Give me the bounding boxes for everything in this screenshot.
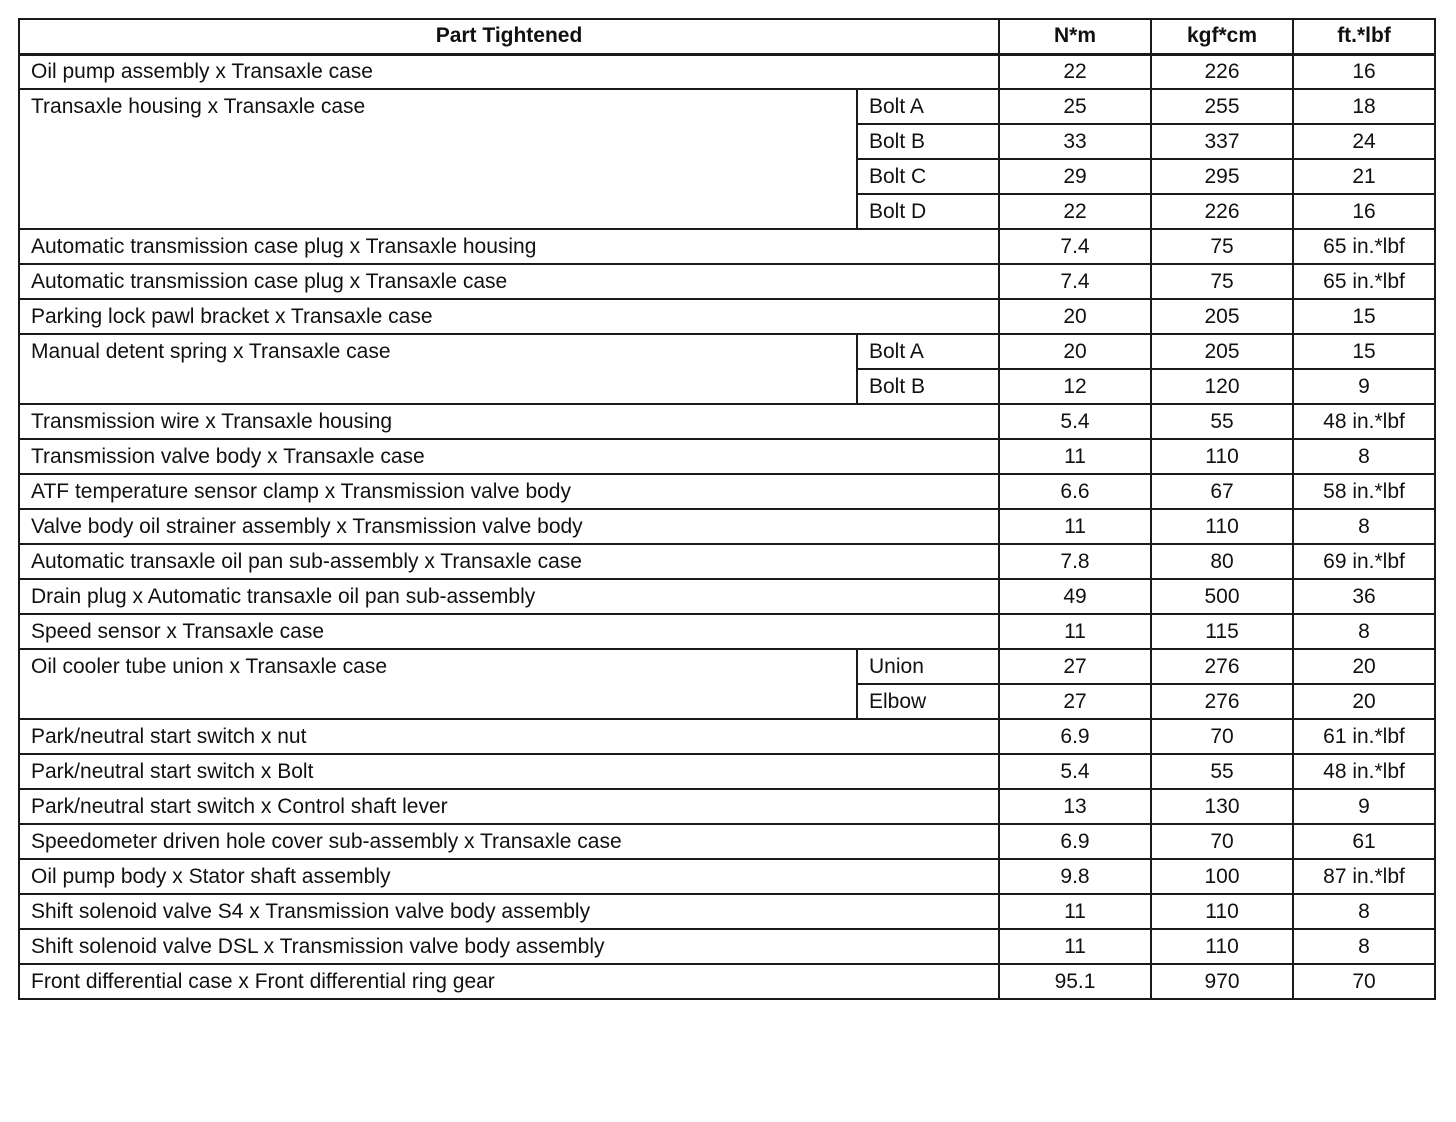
fastener-label-cell: Union <box>857 649 999 684</box>
torque-nm-cell: 5.4 <box>999 754 1151 789</box>
part-name-cell: Shift solenoid valve DSL x Transmission valve body assembly <box>19 929 999 964</box>
part-name-cell: Automatic transmission case plug x Transaxle case <box>19 264 999 299</box>
torque-nm-cell: 6.9 <box>999 824 1151 859</box>
torque-nm-cell: 7.8 <box>999 544 1151 579</box>
torque-kgfcm-cell: 500 <box>1151 579 1293 614</box>
torque-ftlbf-cell: 8 <box>1293 614 1435 649</box>
torque-ftlbf-cell: 8 <box>1293 929 1435 964</box>
part-name-cell: Transmission valve body x Transaxle case <box>19 439 999 474</box>
table-body <box>19 54 1435 999</box>
part-name-cell: Oil pump assembly x Transaxle case <box>19 54 999 89</box>
torque-nm-cell: 9.8 <box>999 859 1151 894</box>
part-name-cell: Park/neutral start switch x nut <box>19 719 999 754</box>
torque-nm-cell: 6.9 <box>999 719 1151 754</box>
table-row <box>19 334 1435 369</box>
torque-ftlbf-cell: 8 <box>1293 509 1435 544</box>
torque-nm-cell: 12 <box>999 369 1151 404</box>
torque-kgfcm-cell: 55 <box>1151 754 1293 789</box>
fastener-label-cell: Bolt A <box>857 334 999 369</box>
torque-nm-cell: 29 <box>999 159 1151 194</box>
table-row <box>19 89 1435 124</box>
fastener-label-cell: Elbow <box>857 684 999 719</box>
torque-nm-cell: 11 <box>999 614 1151 649</box>
torque-kgfcm-cell: 75 <box>1151 229 1293 264</box>
torque-nm-cell: 11 <box>999 894 1151 929</box>
torque-kgfcm-cell: 276 <box>1151 649 1293 684</box>
torque-kgfcm-cell: 110 <box>1151 439 1293 474</box>
part-name-cell: Transaxle housing x Transaxle case <box>19 89 857 229</box>
torque-ftlbf-cell: 16 <box>1293 194 1435 229</box>
fastener-label-cell: Bolt B <box>857 369 999 404</box>
torque-ftlbf-cell: 15 <box>1293 299 1435 334</box>
torque-ftlbf-cell: 61 <box>1293 824 1435 859</box>
torque-ftlbf-cell: 9 <box>1293 789 1435 824</box>
torque-nm-cell: 11 <box>999 929 1151 964</box>
torque-nm-cell: 11 <box>999 509 1151 544</box>
torque-nm-cell: 7.4 <box>999 264 1151 299</box>
torque-kgfcm-cell: 70 <box>1151 719 1293 754</box>
table-row <box>19 229 1435 264</box>
part-name-cell: Manual detent spring x Transaxle case <box>19 334 857 404</box>
torque-ftlbf-cell: 61 in.*lbf <box>1293 719 1435 754</box>
torque-kgfcm-cell: 115 <box>1151 614 1293 649</box>
torque-kgfcm-cell: 276 <box>1151 684 1293 719</box>
torque-kgfcm-cell: 70 <box>1151 824 1293 859</box>
torque-nm-cell: 7.4 <box>999 229 1151 264</box>
torque-nm-cell: 11 <box>999 439 1151 474</box>
table-row <box>19 824 1435 859</box>
table-row <box>19 859 1435 894</box>
part-name-cell: Oil pump body x Stator shaft assembly <box>19 859 999 894</box>
table-row <box>19 54 1435 89</box>
torque-ftlbf-cell: 36 <box>1293 579 1435 614</box>
torque-ftlbf-cell: 48 in.*lbf <box>1293 404 1435 439</box>
table-row <box>19 264 1435 299</box>
torque-ftlbf-cell: 20 <box>1293 649 1435 684</box>
table-row <box>19 649 1435 684</box>
table-row <box>19 439 1435 474</box>
fastener-label-cell: Bolt A <box>857 89 999 124</box>
torque-ftlbf-cell: 16 <box>1293 54 1435 89</box>
table-row <box>19 509 1435 544</box>
torque-kgfcm-cell: 110 <box>1151 509 1293 544</box>
torque-nm-cell: 33 <box>999 124 1151 159</box>
table-row <box>19 544 1435 579</box>
part-name-cell: Park/neutral start switch x Bolt <box>19 754 999 789</box>
torque-kgfcm-cell: 226 <box>1151 194 1293 229</box>
torque-ftlbf-cell: 58 in.*lbf <box>1293 474 1435 509</box>
torque-kgfcm-cell: 337 <box>1151 124 1293 159</box>
header-row <box>19 19 1435 54</box>
part-name-cell: Front differential case x Front differential ring gear <box>19 964 999 999</box>
part-name-cell: ATF temperature sensor clamp x Transmission valve body <box>19 474 999 509</box>
torque-kgfcm-cell: 205 <box>1151 299 1293 334</box>
torque-ftlbf-cell: 24 <box>1293 124 1435 159</box>
fastener-label-cell: Bolt B <box>857 124 999 159</box>
torque-kgfcm-cell: 226 <box>1151 54 1293 89</box>
torque-ftlbf-cell: 48 in.*lbf <box>1293 754 1435 789</box>
torque-ftlbf-cell: 21 <box>1293 159 1435 194</box>
torque-nm-cell: 22 <box>999 54 1151 89</box>
torque-kgfcm-cell: 130 <box>1151 789 1293 824</box>
torque-nm-cell: 6.6 <box>999 474 1151 509</box>
torque-ftlbf-cell: 15 <box>1293 334 1435 369</box>
torque-kgfcm-cell: 205 <box>1151 334 1293 369</box>
fastener-label-cell: Bolt C <box>857 159 999 194</box>
torque-ftlbf-cell: 8 <box>1293 439 1435 474</box>
torque-kgfcm-cell: 110 <box>1151 929 1293 964</box>
part-name-cell: Transmission wire x Transaxle housing <box>19 404 999 439</box>
torque-ftlbf-cell: 65 in.*lbf <box>1293 229 1435 264</box>
torque-kgfcm-cell: 100 <box>1151 859 1293 894</box>
table-row <box>19 474 1435 509</box>
part-name-cell: Speed sensor x Transaxle case <box>19 614 999 649</box>
torque-nm-cell: 5.4 <box>999 404 1151 439</box>
fastener-label-cell: Bolt D <box>857 194 999 229</box>
torque-kgfcm-cell: 80 <box>1151 544 1293 579</box>
torque-nm-cell: 20 <box>999 299 1151 334</box>
table-row <box>19 894 1435 929</box>
torque-kgfcm-cell: 75 <box>1151 264 1293 299</box>
part-name-cell: Speedometer driven hole cover sub-assembly x Transaxle case <box>19 824 999 859</box>
torque-ftlbf-cell: 70 <box>1293 964 1435 999</box>
torque-nm-cell: 25 <box>999 89 1151 124</box>
torque-ftlbf-cell: 18 <box>1293 89 1435 124</box>
torque-kgfcm-cell: 55 <box>1151 404 1293 439</box>
torque-ftlbf-cell: 65 in.*lbf <box>1293 264 1435 299</box>
torque-nm-cell: 22 <box>999 194 1151 229</box>
torque-kgfcm-cell: 67 <box>1151 474 1293 509</box>
torque-kgfcm-cell: 110 <box>1151 894 1293 929</box>
header-ftlbf: ft.*lbf <box>1293 19 1435 54</box>
part-name-cell: Valve body oil strainer assembly x Transmission valve body <box>19 509 999 544</box>
table-row <box>19 404 1435 439</box>
torque-nm-cell: 27 <box>999 649 1151 684</box>
torque-ftlbf-cell: 20 <box>1293 684 1435 719</box>
part-name-cell: Shift solenoid valve S4 x Transmission valve body assembly <box>19 894 999 929</box>
torque-ftlbf-cell: 8 <box>1293 894 1435 929</box>
table-row <box>19 719 1435 754</box>
part-name-cell: Parking lock pawl bracket x Transaxle case <box>19 299 999 334</box>
torque-kgfcm-cell: 970 <box>1151 964 1293 999</box>
part-name-cell: Automatic transaxle oil pan sub-assembly x Transaxle case <box>19 544 999 579</box>
table-row <box>19 299 1435 334</box>
part-name-cell: Oil cooler tube union x Transaxle case <box>19 649 857 719</box>
torque-ftlbf-cell: 87 in.*lbf <box>1293 859 1435 894</box>
torque-nm-cell: 95.1 <box>999 964 1151 999</box>
torque-nm-cell: 20 <box>999 334 1151 369</box>
torque-nm-cell: 49 <box>999 579 1151 614</box>
header-nm: N*m <box>999 19 1151 54</box>
table-row <box>19 964 1435 999</box>
table-row <box>19 789 1435 824</box>
table-row <box>19 754 1435 789</box>
torque-nm-cell: 13 <box>999 789 1151 824</box>
torque-kgfcm-cell: 295 <box>1151 159 1293 194</box>
part-name-cell: Automatic transmission case plug x Transaxle housing <box>19 229 999 264</box>
part-name-cell: Drain plug x Automatic transaxle oil pan sub-assembly <box>19 579 999 614</box>
torque-ftlbf-cell: 9 <box>1293 369 1435 404</box>
torque-kgfcm-cell: 255 <box>1151 89 1293 124</box>
table-row <box>19 614 1435 649</box>
torque-kgfcm-cell: 120 <box>1151 369 1293 404</box>
torque-nm-cell: 27 <box>999 684 1151 719</box>
torque-ftlbf-cell: 69 in.*lbf <box>1293 544 1435 579</box>
header-part-tightened: Part Tightened <box>19 19 999 54</box>
table-row <box>19 929 1435 964</box>
table-row <box>19 579 1435 614</box>
torque-spec-table <box>18 18 1436 1000</box>
part-name-cell: Park/neutral start switch x Control shaft lever <box>19 789 999 824</box>
header-kgfcm: kgf*cm <box>1151 19 1293 54</box>
